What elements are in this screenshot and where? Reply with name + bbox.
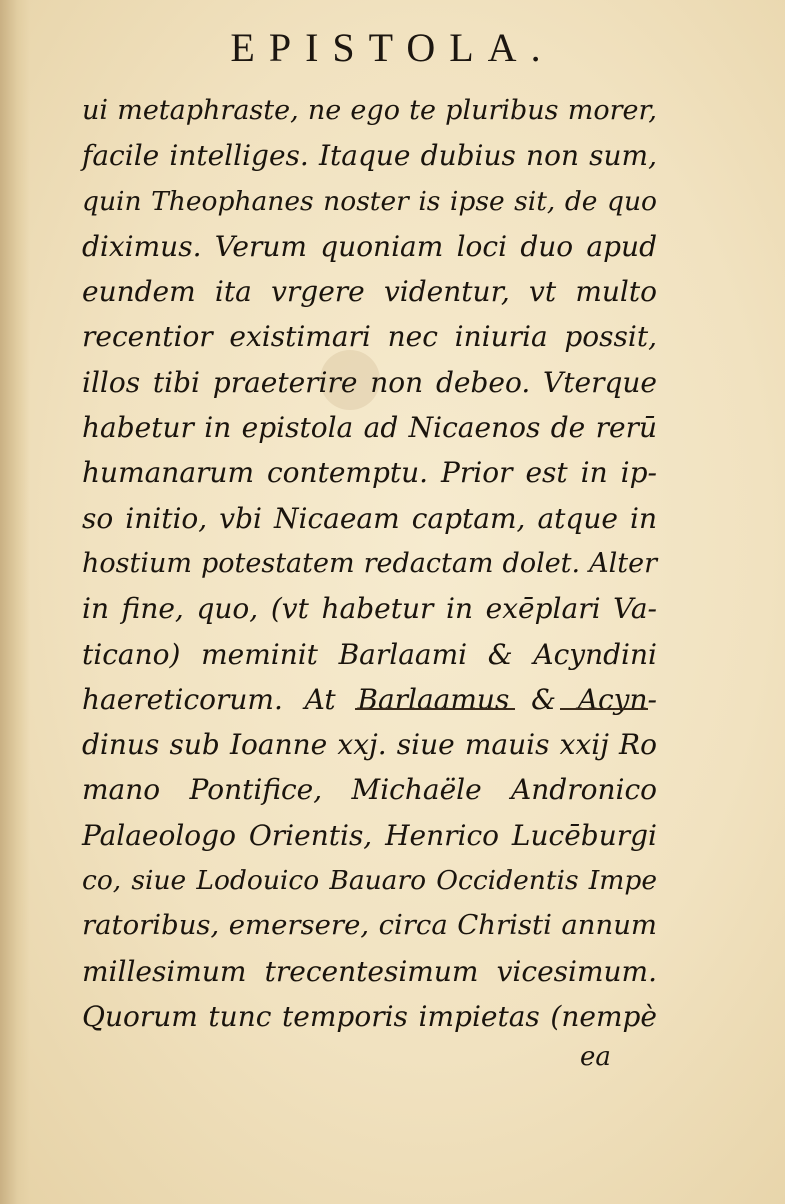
text-line: eundem ita vrgere videntur, vt multo (82, 275, 657, 309)
text-line: habetur in epistola ad Nicaenos de rerū (82, 411, 657, 445)
text-line: ui metaphraste, ne ego te pluribus morer, (82, 95, 657, 126)
body-text (82, 88, 657, 1039)
running-header: EPISTOLA. (230, 25, 555, 70)
text-line: hostium potestatem redactam dolet. Alter (82, 547, 657, 579)
text-line: mano Pontifice, Michaële Andronico (82, 773, 657, 807)
handwritten-underline (355, 708, 515, 710)
text-line: facile intelliges. Itaque dubius non sum, (82, 139, 657, 173)
page-gutter-shadow (0, 0, 30, 1204)
text-line: co, siue Lodouico Bauaro Occidentis Impe (82, 865, 657, 897)
text-line: diximus. Verum quoniam loci duo apud (82, 229, 657, 263)
text-line: ratoribus, emersere, circa Christi annum (82, 909, 657, 942)
text-line: Palaeologo Orientis, Henrico Lucēburgi (82, 818, 657, 852)
catchword: ea (580, 1042, 611, 1072)
text-line: ticano) meminit Barlaami & Acyndini (82, 637, 657, 671)
text-line: so initio, vbi Nicaeam captam, atque in (82, 501, 657, 535)
text-line: haereticorum. At Barlaamus & Acyn- (82, 682, 657, 716)
handwritten-underline (560, 708, 648, 710)
text-line: in fine, quo, (vt habetur in exēplari Va- (82, 592, 657, 626)
text-line: dinus sub Ioanne xxj. siue mauis xxij Ro (82, 728, 657, 762)
text-line: recentior existimari nec iniuria possit, (82, 320, 657, 354)
text-line: quin Theophanes noster is ipse sit, de quo (82, 185, 657, 217)
text-line: humanarum contemptu. Prior est in ip- (82, 456, 657, 490)
text-line: millesimum trecentesimum vicesimum. (82, 954, 657, 988)
text-line: Quorum tunc temporis impietas (nempè (82, 999, 657, 1033)
text-line: illos tibi praeterire non debeo. Vterque (82, 365, 657, 399)
